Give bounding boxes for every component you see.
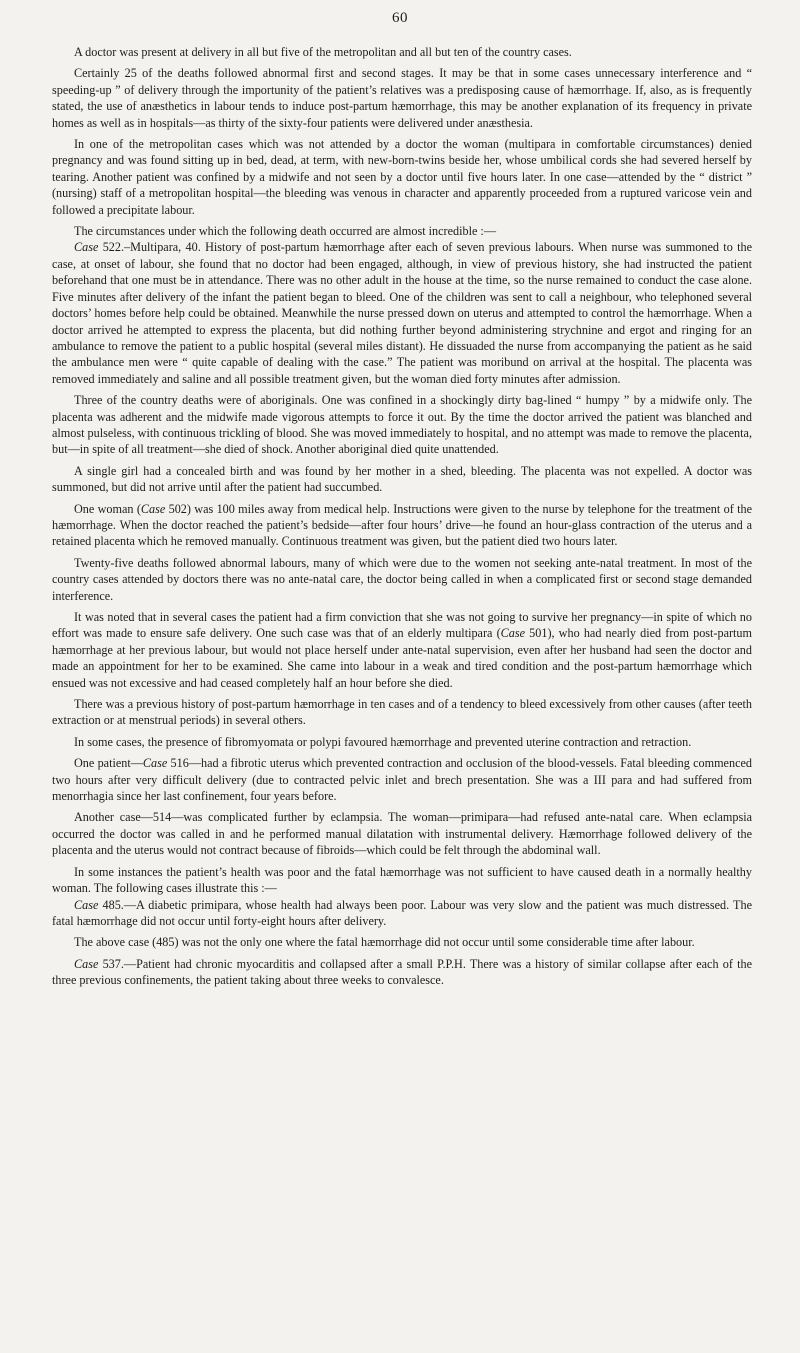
case-text: 485.—A diabetic primipara, whose health had always been poor. Labour was very slow and the patient was much distressed. The fatal hæmorrhage did not occur until forty-eight hours after delivery. xyxy=(52,897,752,928)
paragraph-text: Three of the country deaths were of aboriginals. One was confined in a shockingly dirty bag-lined “ humpy ” by a midwife only. The placenta was adherent and the midwife made vigorous attempts to force it out. By the time the doctor arrived the patient was blanched and almost pulseless, with continuous trickling of blood. She was moved immediately to hospital, and no attempt was made to remove the placenta, but—in spite of all treatment—she died of shock. Another aboriginal died quite unattended. xyxy=(52,393,752,457)
paragraph xyxy=(52,223,752,239)
paragraph xyxy=(52,44,752,60)
paragraph-text: The above case (485) was not the only one where the fatal hæmorrhage did not occur until some considerable time after labour. xyxy=(74,935,695,950)
case-paragraph xyxy=(52,239,752,387)
paragraph-text: 516—had a fibrotic uterus which prevented contraction and occlusion of the blood-vessels. Fatal bleeding commenced two hours after very difficult delivery (due to contracted pelvic inlet and brech presentation. She was a III para and had suffered from menorrhagia since her last confinement, four years before. xyxy=(52,756,752,804)
paragraph-text: 502) was 100 miles away from medical help. Instructions were given to the nurse by telephone for the treatment of the hæmorrhage. When the doctor reached the patient’s bedside—after four hours’ drive—he found an hour-glass contraction of the uterus and a retained placenta which he removed manually. Continuous treatment was given, but the patient died two hours later. xyxy=(52,501,752,549)
case-label: Case xyxy=(74,956,99,971)
paragraph xyxy=(52,864,752,897)
case-label: Case xyxy=(500,626,526,641)
paragraph xyxy=(52,392,752,458)
paragraph xyxy=(52,809,752,858)
paragraph xyxy=(52,136,752,218)
paragraph-text: One patient— xyxy=(74,756,143,771)
paragraph-text: Certainly 25 of the deaths followed abnormal first and second stages. It may be that in some cases unnecessary interference and “ speeding-up ” of delivery through the importunity of the patient’s relatives was a predisposing cause of hæmorrhage. If, also, as is frequently stated, the use of anæsthetics in labour tends to induce post-partum hæmorrhage, this may be another explanation of its frequency in private homes as well as in hospitals—as thirty of the sixty-four patients were delivered under anæsthesia. xyxy=(52,66,752,130)
paragraph xyxy=(52,696,752,729)
paragraph xyxy=(52,555,752,604)
document-body xyxy=(52,44,752,994)
case-paragraph xyxy=(52,956,752,989)
paragraph-text: In some instances the patient’s health was poor and the fatal hæmorrhage was not sufficient to have caused death in a normally healthy woman. The following cases illustrate this :— xyxy=(52,864,752,896)
paragraph xyxy=(52,934,752,950)
case-label: Case xyxy=(74,240,99,255)
paragraph-text: Another case—514—was complicated further by eclampsia. The woman—primipara—had refused ante-natal care. When eclampsia occurred the doctor was called in and he performed manual dilatation with instrumental delivery. Hæmorrhage followed delivery of the placenta and the uterus would not contract because of fibroids—which could be felt through the abdominal wall. xyxy=(52,810,752,858)
case-paragraph xyxy=(52,897,752,930)
case-text: 537.—Patient had chronic myocarditis and collapsed after a small P.P.H. There was a history of similar collapse after each of the three previous confinements, the patient taking about three weeks to convalesce. xyxy=(52,956,752,988)
paragraph-text: A single girl had a concealed birth and was found by her mother in a shed, bleeding. The placenta was not expelled. A doctor was summoned, but did not arrive until after the patient had succumbed. xyxy=(52,463,752,495)
paragraph-text: The circumstances under which the following death occurred are almost incredible :— xyxy=(74,224,497,239)
paragraph-text: Twenty-five deaths followed abnormal labours, many of which were due to the women not seeking ante-natal treatment. In most of the country cases attended by doctors there was no ante-natal care, the doctor being called in when a complicated first or second stage demanded interference. xyxy=(52,555,752,603)
case-label: Case xyxy=(142,756,168,771)
paragraph-text: In some cases, the presence of fibromyomata or polypi favoured hæmorrhage and prevented uterine contraction and retraction. xyxy=(74,734,692,749)
paragraph-text: A doctor was present at delivery in all but five of the metropolitan and all but ten of the country cases. xyxy=(74,45,572,59)
page-number: 60 xyxy=(392,10,408,26)
case-label: Case xyxy=(140,501,166,516)
paragraph xyxy=(52,501,752,550)
paragraph xyxy=(52,65,752,131)
paragraph-text: There was a previous history of post-partum hæmorrhage in ten cases and of a tendency to bleed excessively from other causes (after teeth extraction or at menstrual periods) in several others. xyxy=(52,697,752,728)
case-text: 522.–Multipara, 40. History of post-partum hæmorrhage after each of seven previous labours. When nurse was summoned to the case, at onset of labour, she found that no doctor had been engaged, although, in view of previous history, she had instructed the patient beforehand that one must be in attendance. There was no other adult in the house at the time, so the nurse remained to conduct the case alone. Five minutes after delivery of the infant the patient began to bleed. One of the children was sent to call a neighbour, who telephoned several doctors’ homes before help could be obtained. Meanwhile the nurse pressed down on uterus and attempted to control the hæmorrhage. When a doctor arrived he attempted to express the placenta, but did nothing further beyond administering strychnine and ergot and ringing for an ambulance to remove the patient to a public hospital (several miles distant). He dissuaded the nurse from accompanying the patient as he said the ambulance men were “ quite capable of dealing with the case.” The patient was moribund on arrival at the hospital. The placenta was removed immediately and saline and all possible treatment given, but the woman died forty minutes after admission. xyxy=(52,240,752,386)
paragraph xyxy=(52,463,752,496)
paragraph-text: In one of the metropolitan cases which was not attended by a doctor the woman (multipara in comfortable circumstances) denied pregnancy and was found sitting up in bed, dead, at term, with new-born-twins beside her, whose umbilical cords she had severed herself by tearing. Another patient was confined by a midwife and not seen by a doctor until five hours later. In one case—attended by the “ district ” (nursing) staff of a metropolitan hospital—the bleeding was venous in character and apparently proceeded from a ruptured varicose vein and followed a precipitate labour. xyxy=(52,137,752,217)
case-label: Case xyxy=(74,897,99,912)
paragraph-text: It was noted that in several cases the patient had a firm conviction that she was not going to survive her pregnancy—in spite of which no effort was made to ensure safe delivery. One such case was that of an elderly multipara ( xyxy=(52,610,752,641)
paragraph xyxy=(52,609,752,691)
paragraph xyxy=(52,755,752,804)
paragraph-text: One woman ( xyxy=(74,501,141,516)
paragraph-text: 501), who had nearly died from post-partum hæmorrhage at her previous labour, but would not place herself under ante-natal supervision, even after her husband had seen the doctor and made an appointment for her to be examined. She came into labour in a weak and tired condition and the post-partum hæmorrhage which ensued was not excessive and had ceased completely half an hour before she died. xyxy=(52,626,752,690)
paragraph xyxy=(52,734,752,750)
